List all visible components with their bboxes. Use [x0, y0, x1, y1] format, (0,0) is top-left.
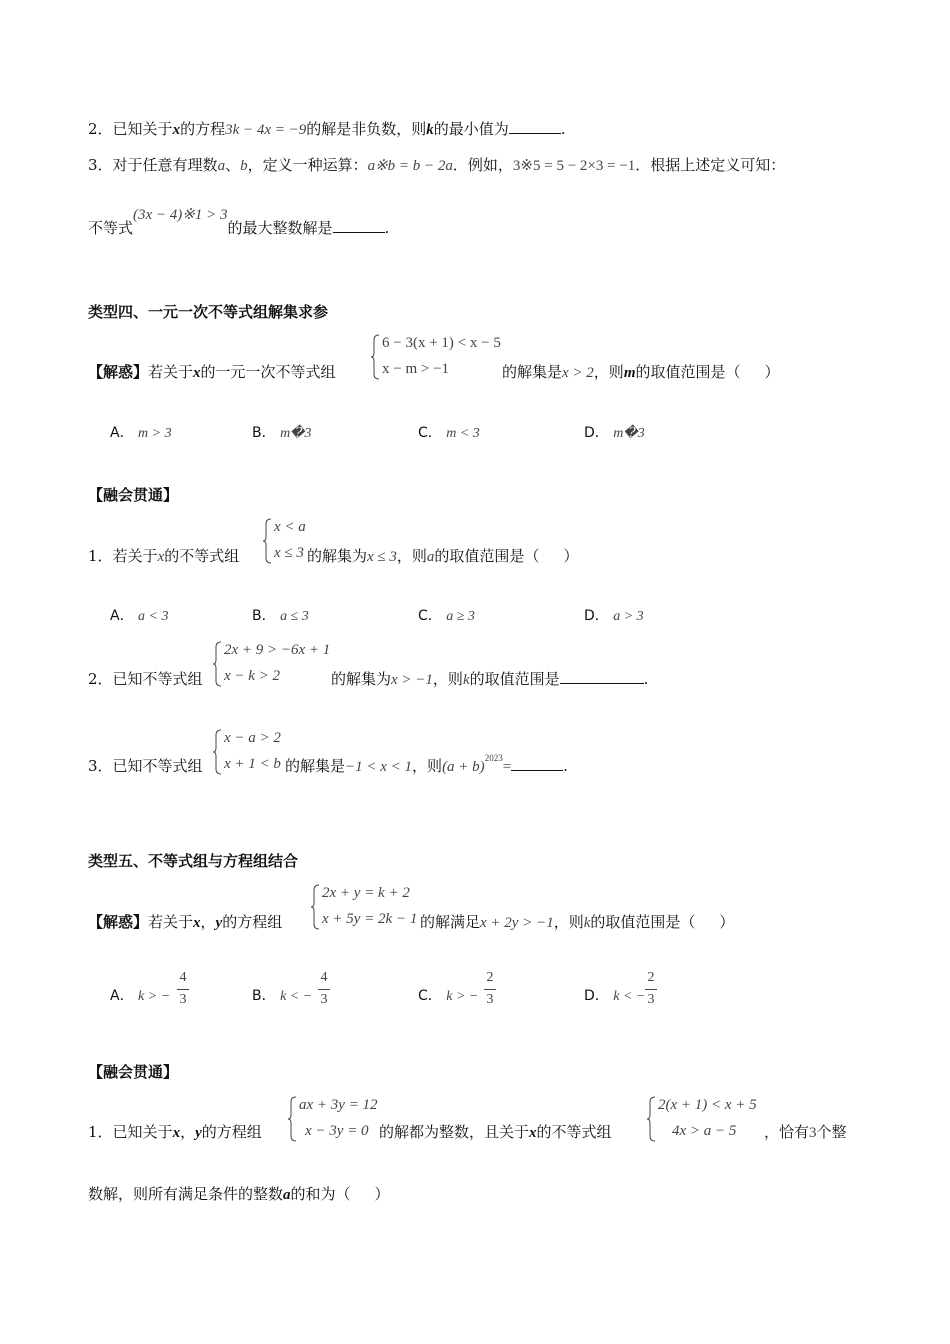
option-d[interactable]: D． a > 3 — [584, 608, 644, 624]
option-b[interactable]: B． a ≤ 3 — [252, 608, 309, 624]
s4-question-3: 3．已知不等式组 — [88, 757, 203, 775]
answer-blank[interactable] — [509, 119, 561, 134]
s4-question-1: 1．若关于x的不等式组 — [88, 547, 240, 565]
brace-icon — [212, 641, 222, 687]
worksheet-page: 2．已知关于x的方程3k − 4x = −9的解是非负数，则k的最小值为 . 3．对于任意有理数a、b，定义一种运算：a※b = b − 2a．例如，3※5 = 5 − 2×3 = −1．根据上述定义可知： 不等式(3x − 4)※1 > 3的最大整数解是 . 类型四、一元一次不等式组解集求参 【解惑】若关于x的一元一次不等式组 6 − 3(x + 1) < x − 5 x − m > −1 的解集是x > 2，则m的取值范围是（ ） A． m > 3 B． m�3 C． m < 3 D． m�3 【融会贯通】 1．若关于x的不等式组 x < a x ≤ 3 的解集为x ≤ 3，则a的取值范围是（ ） A． a < 3 B． a ≤ 3 C． a ≥ 3 D． a > 3 2．已知不等式组 2x + 9 > −6x + 1 x − k > 2 的解集为x > −1，则k的取值范围是 . 3．已知不等式组 x − a > 2 x + 1 < b 的解集是−1 < x < 1，则$(a + b)^{2023}=$ . 类型五、不等式组与方程组结合 【解惑】若关于x，y的方程组 2x + y = k + 2 x + 5y = 2k − 1 的解满足x + 2y > −1，则k的取值范围是（ ） A． k > − 4 3 B． k < − 4 3 C． k > − 2 3 D． k < − 2 3 【融会贯通】 1．已知关于x，y的方程组 ax + 3y = 12 x − 3y = 0 的解都为整数，且关于x的不等式组 2(x + 1) < x + 5 4x > a − 5 ，恰有3个整 数解，则所有满足条件的整数a的和为（ ） — [88, 120, 847, 1203]
question-3-2: 2．已知关于x的方程3k − 4x = −9的解是非负数，则k的最小值为 . — [88, 120, 566, 138]
answer-blank[interactable] — [333, 218, 385, 233]
s5-practice-heading: 【融会贯通】 — [88, 1063, 179, 1081]
section-4-title: 类型四、一元一次不等式组解集求参 — [88, 303, 329, 321]
option-a[interactable]: A． m > 3 — [110, 425, 172, 441]
option-b[interactable]: B． k < − — [252, 988, 313, 1004]
s5-question-1-mid: 的解都为整数，且关于x的不等式组 — [379, 1123, 612, 1141]
option-c[interactable]: C． m < 3 — [418, 425, 480, 441]
answer-blank[interactable] — [560, 669, 644, 684]
option-a[interactable]: A． k > − — [110, 988, 171, 1004]
s4-practice-heading: 【融会贯通】 — [88, 486, 179, 504]
question-3-3-cont: 不等式(3x − 4)※1 > 3的最大整数解是 . — [88, 207, 390, 237]
operation-example: 3※5 = 5 − 2×3 = −1 — [512, 158, 636, 174]
s4-question-2-tail: 的解集为x > −1，则k的取值范围是 . — [331, 670, 649, 688]
s4-question-2: 2．已知不等式组 — [88, 670, 203, 688]
s5-jiehuo-question-tail: 的解满足x + 2y > −1，则k的取值范围是（ ） — [420, 913, 735, 931]
brace-icon — [287, 1096, 297, 1142]
equation: 3k − 4x = −9 — [225, 122, 307, 138]
question-3-3: 3．对于任意有理数a、b，定义一种运算：a※b = b − 2a．例如，3※5 = 5 − 2×3 = −1．根据上述定义可知： — [88, 156, 786, 174]
s5-question-1: 1．已知关于x，y的方程组 — [88, 1123, 262, 1141]
option-c[interactable]: C． k > − — [418, 988, 479, 1004]
option-c[interactable]: C． a ≥ 3 — [418, 608, 475, 624]
brace-icon — [212, 729, 222, 775]
brace-icon — [310, 884, 320, 930]
option-b[interactable]: B． m�3 — [252, 425, 312, 441]
brace-icon — [370, 334, 380, 380]
option-a[interactable]: A． a < 3 — [110, 608, 169, 624]
option-d[interactable]: D． m�3 — [584, 425, 645, 441]
s4-jiehuo-question: 【解惑】若关于x的一元一次不等式组 — [88, 363, 336, 381]
brace-icon — [262, 518, 272, 564]
s4-question-1-tail: 的解集为x ≤ 3，则a的取值范围是（ ） — [307, 547, 579, 565]
option-d[interactable]: D． k < − — [584, 988, 646, 1004]
s4-jiehuo-question-tail: 的解集是x > 2，则m的取值范围是（ ） — [502, 363, 780, 381]
s5-question-1-cont: 数解，则所有满足条件的整数a的和为（ ） — [88, 1185, 390, 1203]
inequality: (3x − 4)※1 > 3 — [133, 207, 228, 223]
s4-question-3-tail: 的解集是−1 < x < 1，则$(a + b)^{2023}=$ . — [285, 753, 568, 775]
section-5-title: 类型五、不等式组与方程组结合 — [88, 852, 299, 870]
s5-jiehuo-question: 【解惑】若关于x，y的方程组 — [88, 913, 283, 931]
s5-question-1-tail: ，恰有3个整 — [764, 1123, 847, 1141]
answer-blank[interactable] — [511, 756, 563, 771]
brace-icon — [646, 1096, 656, 1142]
operation-definition: a※b = b − 2a — [367, 158, 453, 174]
